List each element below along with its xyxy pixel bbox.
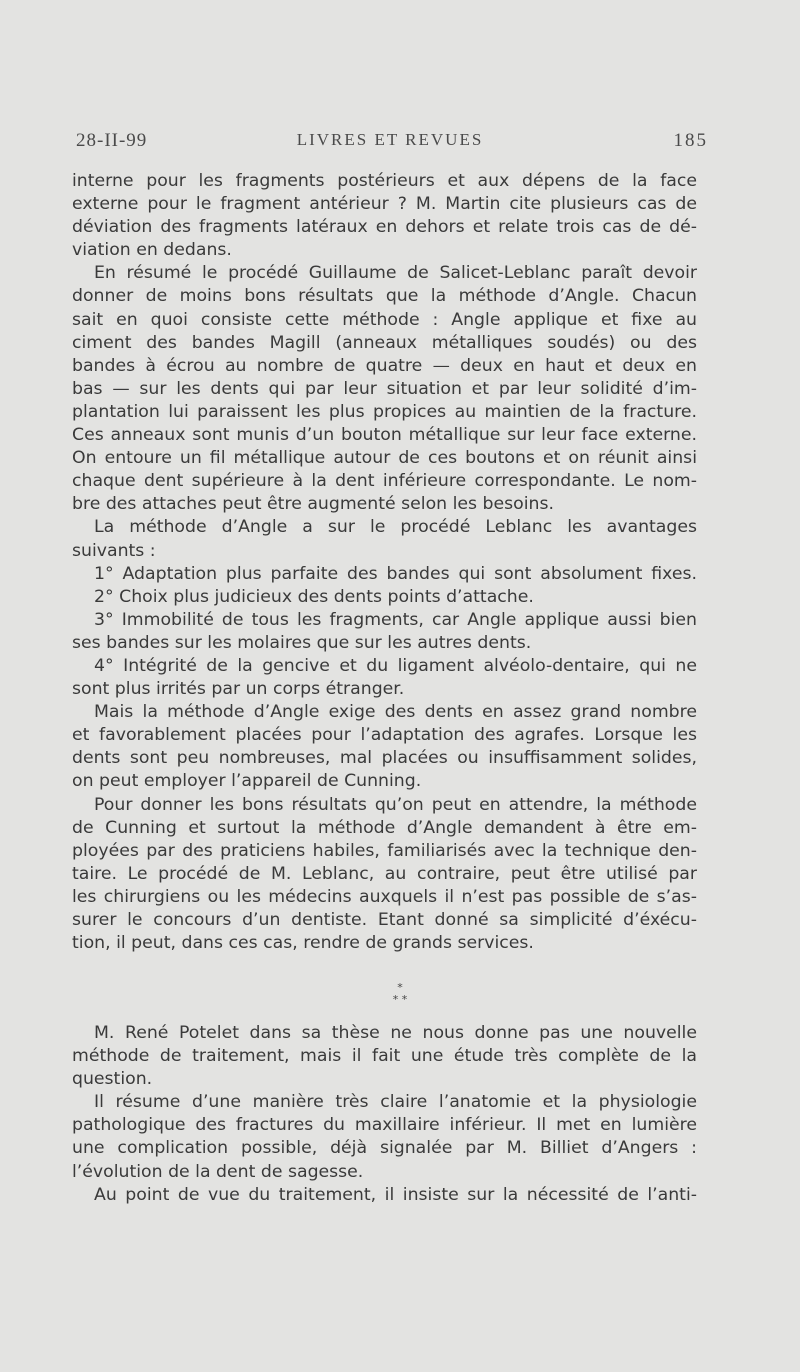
text-line: En résumé le procédé Guillaume de Salicet-Leblanc paraît devoir	[94, 263, 697, 284]
text-line: interne pour les fragments postérieurs et aux dépens de la face	[72, 171, 697, 191]
text-line: 4° Intégrité de la gencive et du ligament alvéolo-dentaire, qui ne	[94, 655, 697, 676]
text-line: les chirurgiens ou les médecins auxquels il n’est pas possible de s’as-	[72, 886, 697, 907]
text-line: On entoure un fil métallique autour de ces boutons et on réunit ainsi	[72, 448, 697, 469]
section-separator-asterism	[0, 982, 800, 1006]
text-line: une complication possible, déjà signalée par M. Billiet d’Angers :	[72, 1138, 697, 1159]
text-line: surer le concours d’un dentiste. Etant donné sa simplicité d’éxécu-	[72, 910, 697, 930]
running-header	[72, 130, 708, 156]
separator-star-top: *	[397, 981, 403, 994]
text-line: ciment des bandes Magill (anneaux métalliques soudés) ou des	[72, 332, 697, 353]
text-line: bre des attaches peut être augmenté selon les besoins.	[72, 494, 554, 515]
text-line: sait en quoi consiste cette méthode : Angle applique et fixe au	[72, 309, 697, 330]
text-line: suivants :	[72, 540, 156, 561]
text-line: Ces anneaux sont munis d’un bouton métallique sur leur face externe.	[72, 425, 697, 446]
text-line: bas — sur les dents qui par leur situation et par leur solidité d’im-	[72, 378, 697, 399]
text-line: déviation des fragments latéraux en dehors et relate trois cas de dé-	[72, 217, 697, 238]
text-line: chaque dent supérieure à la dent inférieure correspondante. Le nom-	[72, 471, 697, 492]
text-line: méthode de traitement, mais il fait une étude très complète de la	[72, 1046, 697, 1067]
text-line: ses bandes sur les molaires que sur les autres dents.	[72, 632, 532, 653]
text-line: tion, il peut, dans ces cas, rendre de grands services.	[72, 933, 534, 954]
body-text-section-1	[72, 170, 697, 955]
body-text-section-2	[72, 1022, 697, 1207]
text-line: sont plus irrités par un corps étranger.	[72, 679, 405, 700]
text-line: pathologique des fractures du maxillaire inférieur. Il met en lumière	[72, 1115, 697, 1136]
text-line: de Cunning et surtout la méthode d’Angle demandent à être em-	[72, 817, 697, 838]
text-line: 2° Choix plus judicieux des dents points d’attache.	[94, 586, 534, 607]
text-line: et favorablement placées pour l’adaptation des agrafes. Lorsque les	[72, 725, 697, 746]
text-line: Pour donner les bons résultats qu’on peut en attendre, la méthode	[94, 794, 697, 815]
text-line: bandes à écrou au nombre de quatre — deux en haut et deux en	[72, 355, 697, 376]
text-line: dents sont peu nombreuses, mal placées ou insuffisamment solides,	[72, 748, 697, 769]
text-line: donner de moins bons résultats que la méthode d’Angle. Chacun	[72, 286, 697, 307]
text-line: l’évolution de la dent de sagesse.	[72, 1161, 364, 1182]
text-line: plantation lui paraissent les plus propices au maintien de la fracture.	[72, 401, 697, 422]
text-line: Au point de vue du traitement, il insiste sur la nécessité de l’anti-	[94, 1184, 697, 1205]
header-title: LIVRES ET REVUES	[296, 130, 484, 149]
text-line: ployées par des praticiens habiles, familiarisés avec la technique den-	[72, 840, 697, 861]
text-line: externe pour le fragment antérieur ? M. Martin cite plusieurs cas de	[72, 194, 697, 215]
text-line: 3° Immobilité de tous les fragments, car Angle applique aussi bien	[94, 609, 697, 630]
header-date: 28-II-99	[76, 130, 148, 151]
text-line: M. René Potelet dans sa thèse ne nous donne pas une nouvelle	[94, 1023, 697, 1043]
text-line: La méthode d’Angle a sur le procédé Leblanc les avantages	[94, 517, 697, 538]
separator-stars-bottom: * *	[392, 993, 408, 1006]
text-line: Il résume d’une manière très claire l’anatomie et la physiologie	[94, 1092, 697, 1113]
text-line: 1° Adaptation plus parfaite des bandes qui sont absolument fixes.	[94, 563, 697, 584]
text-line: viation en dedans.	[72, 240, 232, 261]
text-line: Mais la méthode d’Angle exige des dents en assez grand nombre	[94, 702, 697, 723]
text-line: taire. Le procédé de M. Leblanc, au contraire, peut être utilisé par	[72, 863, 697, 884]
page-number: 185	[673, 130, 708, 151]
text-line: question.	[72, 1069, 153, 1090]
text-line: on peut employer l’appareil de Cunning.	[72, 771, 422, 792]
